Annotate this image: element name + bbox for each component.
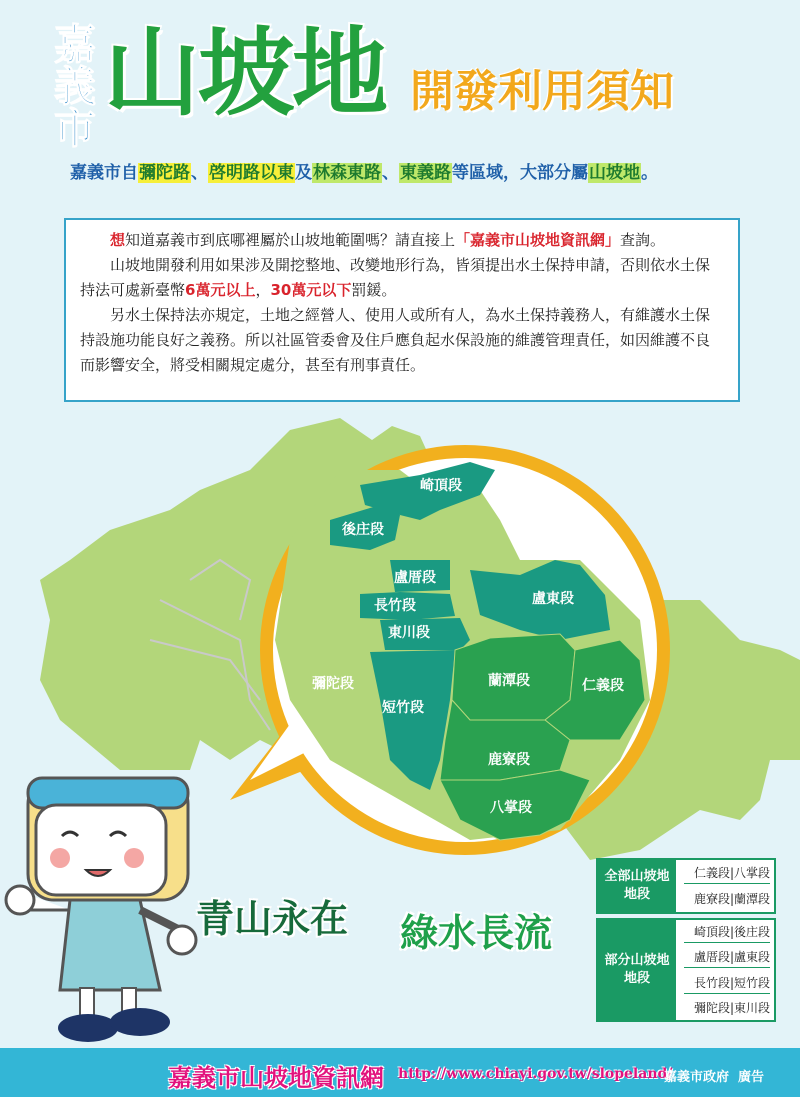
info-paragraph-3: 另水土保持法亦規定，土地之經營人、使用人或所有人，為水土保持義務人，有維護水土保持設施功能良好之義務。所以社區管委會及住戶應負起水保設施的維護管理責任，如因維護不良而影響安全，將受相關規定處分，甚至有刑事責任。 xyxy=(80,306,711,374)
info-paragraph-2 xyxy=(80,253,724,303)
info-box xyxy=(64,218,740,402)
legend-full-items xyxy=(684,860,770,912)
intro-road: 彌陀路 xyxy=(139,163,190,183)
fine-min: 6萬元以上 xyxy=(185,281,256,299)
page-title: 山坡地 xyxy=(104,17,386,129)
legend-full-head-line2: 地段 xyxy=(623,887,650,902)
label-bazhang: 八掌段 xyxy=(490,800,532,816)
label-dongchuan: 東川段 xyxy=(388,625,430,641)
legend-full-header xyxy=(598,860,676,912)
info-text: 罰鍰。 xyxy=(351,281,397,299)
label-mituo: 彌陀段 xyxy=(312,676,354,692)
city-name-vertical: 嘉義市 xyxy=(48,22,97,148)
intro-highlight: 山坡地 xyxy=(589,163,640,183)
legend-row: 長竹段|短竹段 xyxy=(684,973,770,994)
legend-row: 盧厝段|盧東段 xyxy=(684,947,770,968)
info-text: 山坡地開發利用如果涉及開挖整地、改變地形行為，皆須提出水土保持申請，否則依水土保持法可處新臺幣 xyxy=(80,256,711,299)
label-lucuo: 盧厝段 xyxy=(394,570,436,586)
intro-road: 啓明路以東 xyxy=(209,163,294,183)
intro-road: 東義路 xyxy=(400,163,451,183)
legend-partial-items xyxy=(684,920,770,1020)
slogan-part-1: 青山永在 xyxy=(196,896,349,941)
footer-site-name: 嘉義市山坡地資訊網 xyxy=(168,1063,384,1092)
intro-text: 、 xyxy=(382,163,399,183)
info-text: 查詢。 xyxy=(620,231,666,249)
legend-partial-header xyxy=(598,920,676,1020)
label-lantan: 蘭潭段 xyxy=(488,673,530,689)
label-renyi: 仁義段 xyxy=(582,678,624,694)
legend-row: 崎頂段|後庄段 xyxy=(684,922,770,943)
intro-text: 及 xyxy=(295,163,312,183)
label-qiding: 崎頂段 xyxy=(420,478,462,494)
info-site-link[interactable]: 「嘉義市山坡地資訊網」 xyxy=(455,231,621,249)
legend-full-head-line1: 全部山坡地 xyxy=(604,869,670,884)
label-duanzhu: 短竹段 xyxy=(382,700,424,716)
page-subtitle: 開發利用須知 xyxy=(410,66,674,117)
legend-partial-head-line1: 部分山坡地 xyxy=(604,953,670,968)
intro-text: 。 xyxy=(641,163,658,183)
intro-text: 嘉義市自 xyxy=(70,163,138,183)
info-text: ， xyxy=(255,281,271,299)
info-paragraph-1 xyxy=(80,228,724,253)
legend-row: 仁義段|八掌段 xyxy=(684,863,770,884)
footer-sponsor: 嘉義市政府 廣告 xyxy=(664,1070,765,1085)
slogan-part-2: 綠水長流 xyxy=(400,910,553,955)
legend-row: 鹿寮段|蘭潭段 xyxy=(693,892,770,907)
legend-partial-slopeland xyxy=(596,918,776,1022)
intro-road: 林森東路 xyxy=(313,163,381,183)
legend-full-slopeland xyxy=(596,858,776,914)
label-ludong: 盧東段 xyxy=(532,591,574,607)
intro-text: 、 xyxy=(191,163,208,183)
info-text: 知道嘉義市到底哪裡屬於山坡地範圍嗎？請直接上 xyxy=(125,231,456,249)
mascot-character xyxy=(6,778,196,1042)
info-emphasis: 想 xyxy=(110,231,126,249)
legend-row: 彌陀段|東川段 xyxy=(693,1000,770,1015)
label-changzhu: 長竹段 xyxy=(374,598,416,614)
intro-line xyxy=(70,160,658,186)
legend-partial-head-line2: 地段 xyxy=(623,971,650,986)
footer-url-link[interactable]: http://www.chiayi.gov.tw/slopeland/ xyxy=(398,1066,673,1082)
intro-text: 等區域，大部分屬 xyxy=(452,163,588,183)
label-luliao: 鹿寮段 xyxy=(488,752,530,768)
label-houzhuang: 後庄段 xyxy=(342,522,384,538)
fine-max: 30萬元以下 xyxy=(270,281,352,299)
